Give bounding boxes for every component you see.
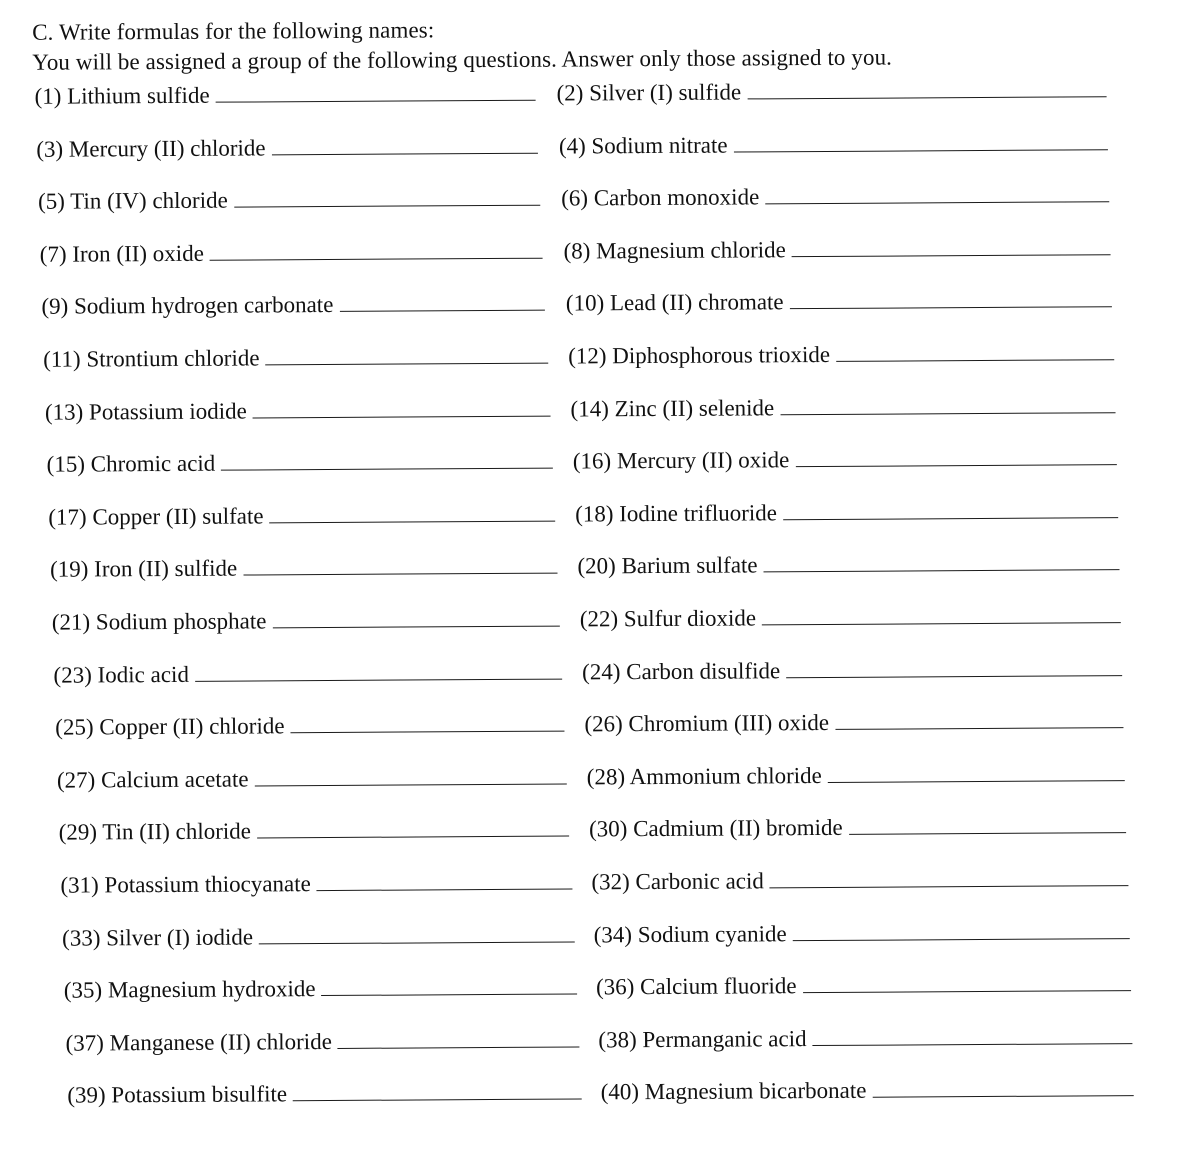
answer-blank[interactable] [764, 569, 1120, 573]
answer-blank[interactable] [762, 621, 1121, 625]
question-label: (37) Manganese (II) chloride [65, 1028, 332, 1056]
answer-blank[interactable] [293, 1098, 582, 1102]
question-label: (9) Sodium hydrogen carbonate [41, 292, 334, 320]
question-item-32 [591, 858, 1128, 895]
answer-blank[interactable] [234, 204, 541, 208]
answer-blank[interactable] [793, 937, 1130, 941]
answer-blank[interactable] [849, 832, 1127, 836]
question-label: (27) Calcium acetate [56, 766, 249, 793]
answer-blank[interactable] [783, 516, 1118, 520]
question-item-9 [41, 283, 545, 320]
answer-blank[interactable] [272, 151, 538, 155]
question-item-39 [67, 1072, 581, 1109]
answer-blank[interactable] [765, 200, 1109, 204]
answer-blank[interactable] [195, 677, 562, 681]
question-label: (33) Silver (I) iodide [62, 924, 254, 951]
question-item-17 [48, 493, 555, 530]
answer-blank[interactable] [210, 256, 543, 260]
answer-blank[interactable] [270, 519, 555, 523]
question-label: (3) Mercury (II) chloride [36, 134, 266, 162]
answer-blank[interactable] [266, 362, 548, 366]
answer-blank[interactable] [243, 572, 557, 576]
question-label: (38) Permanganic acid [598, 1025, 807, 1053]
question-label: (18) Iodine trifluoride [575, 500, 778, 527]
question-label: (23) Iodic acid [53, 661, 189, 688]
question-label: (36) Calcium fluoride [595, 973, 797, 1000]
question-item-8 [563, 227, 1110, 264]
question-label: (15) Chromic acid [46, 450, 216, 477]
answer-blank[interactable] [253, 414, 550, 418]
question-item-26 [584, 700, 1123, 737]
question-label: (20) Barium sulfate [577, 552, 758, 579]
question-item-37 [65, 1019, 579, 1056]
question-label: (29) Tin (II) chloride [58, 818, 252, 846]
question-item-23 [53, 651, 562, 688]
question-item-33 [62, 914, 574, 951]
section-heading: C. Write formulas for the following names: [32, 17, 435, 45]
answer-blank[interactable] [780, 411, 1115, 415]
question-label: (8) Magnesium chloride [563, 237, 786, 264]
question-item-38 [598, 1016, 1132, 1053]
question-label: (7) Iron (II) oxide [39, 240, 204, 267]
answer-blank[interactable] [257, 835, 570, 839]
answer-blank[interactable] [792, 253, 1111, 257]
answer-blank[interactable] [803, 989, 1131, 993]
question-label: (40) Magnesium bicarbonate [600, 1078, 867, 1105]
question-item-6 [561, 174, 1109, 211]
question-label: (12) Diphosphorous trioxide [568, 341, 831, 369]
answer-blank[interactable] [836, 358, 1114, 362]
question-label: (5) Tin (IV) chloride [37, 187, 228, 214]
answer-blank[interactable] [790, 306, 1113, 310]
question-item-5 [38, 178, 541, 215]
question-item-31 [60, 862, 572, 899]
question-label: (17) Copper (II) sulfate [48, 503, 264, 530]
answer-blank[interactable] [813, 1042, 1133, 1046]
question-label: (1) Lithium sulfide [34, 82, 210, 109]
question-item-25 [55, 704, 565, 741]
answer-blank[interactable] [734, 148, 1108, 152]
question-item-12 [568, 332, 1114, 369]
question-item-15 [47, 441, 553, 478]
question-label: (28) Ammonium chloride [586, 762, 822, 790]
question-item-24 [582, 648, 1122, 685]
question-item-19 [50, 546, 557, 583]
answer-blank[interactable] [747, 95, 1106, 99]
question-label: (11) Strontium chloride [43, 345, 260, 372]
answer-blank[interactable] [259, 940, 574, 944]
question-label: (6) Carbon monoxide [561, 184, 760, 211]
answer-blank[interactable] [272, 625, 559, 629]
question-label: (21) Sodium phosphate [51, 608, 267, 635]
question-label: (30) Cadmium (II) bromide [589, 815, 843, 842]
answer-blank[interactable] [872, 1094, 1133, 1098]
question-item-1 [34, 73, 535, 110]
question-item-36 [596, 963, 1131, 1000]
answer-blank[interactable] [338, 1045, 579, 1048]
question-item-27 [57, 756, 567, 793]
question-item-3 [36, 125, 538, 162]
question-item-14 [570, 385, 1115, 422]
question-label: (14) Zinc (II) selenide [570, 394, 775, 422]
question-item-30 [589, 806, 1127, 843]
instructions-text: You will be assigned a group of the following questions. Answer only those assigned to you. [32, 44, 893, 75]
answer-blank[interactable] [795, 463, 1116, 467]
question-item-28 [587, 753, 1125, 790]
question-item-2 [556, 69, 1106, 106]
question-label: (16) Mercury (II) oxide [572, 447, 790, 474]
answer-blank[interactable] [317, 888, 572, 892]
question-label: (4) Sodium nitrate [558, 132, 728, 159]
question-label: (35) Magnesium hydroxide [63, 976, 316, 1003]
question-item-13 [45, 388, 550, 425]
answer-blank[interactable] [255, 782, 568, 786]
question-item-22 [580, 595, 1121, 632]
question-item-16 [573, 437, 1117, 474]
question-item-29 [59, 809, 570, 846]
answer-blank[interactable] [786, 674, 1122, 678]
question-label: (2) Silver (I) sulfide [556, 79, 742, 106]
question-item-7 [40, 230, 543, 267]
question-label: (39) Potassium bisulfite [67, 1081, 288, 1108]
answer-blank[interactable] [339, 309, 545, 312]
question-label: (34) Sodium cyanide [593, 920, 787, 947]
question-item-11 [43, 336, 548, 373]
answer-blank[interactable] [322, 993, 577, 997]
question-item-40 [601, 1068, 1134, 1105]
answer-blank[interactable] [835, 726, 1124, 730]
answer-blank[interactable] [828, 779, 1125, 783]
answer-blank[interactable] [291, 730, 565, 734]
question-label: (26) Chromium (III) oxide [584, 710, 830, 737]
question-item-35 [64, 967, 577, 1004]
answer-blank[interactable] [221, 467, 552, 471]
question-label: (19) Iron (II) sulfide [49, 555, 238, 583]
question-item-34 [594, 911, 1130, 948]
question-label: (24) Carbon disulfide [582, 657, 781, 685]
answer-blank[interactable] [216, 99, 536, 103]
question-item-4 [559, 122, 1108, 159]
question-label: (13) Potassium iodide [44, 398, 247, 425]
question-item-21 [52, 599, 560, 636]
question-label: (10) Lead (II) chromate [565, 289, 784, 316]
question-label: (22) Sulfur dioxide [579, 605, 757, 632]
question-label: (32) Carbonic acid [591, 868, 764, 895]
question-item-10 [566, 280, 1113, 317]
answer-blank[interactable] [770, 884, 1128, 888]
question-label: (25) Copper (II) chloride [55, 713, 285, 740]
question-item-18 [575, 490, 1118, 527]
question-label: (31) Potassium thiocyanate [60, 871, 311, 898]
question-item-20 [577, 543, 1119, 580]
